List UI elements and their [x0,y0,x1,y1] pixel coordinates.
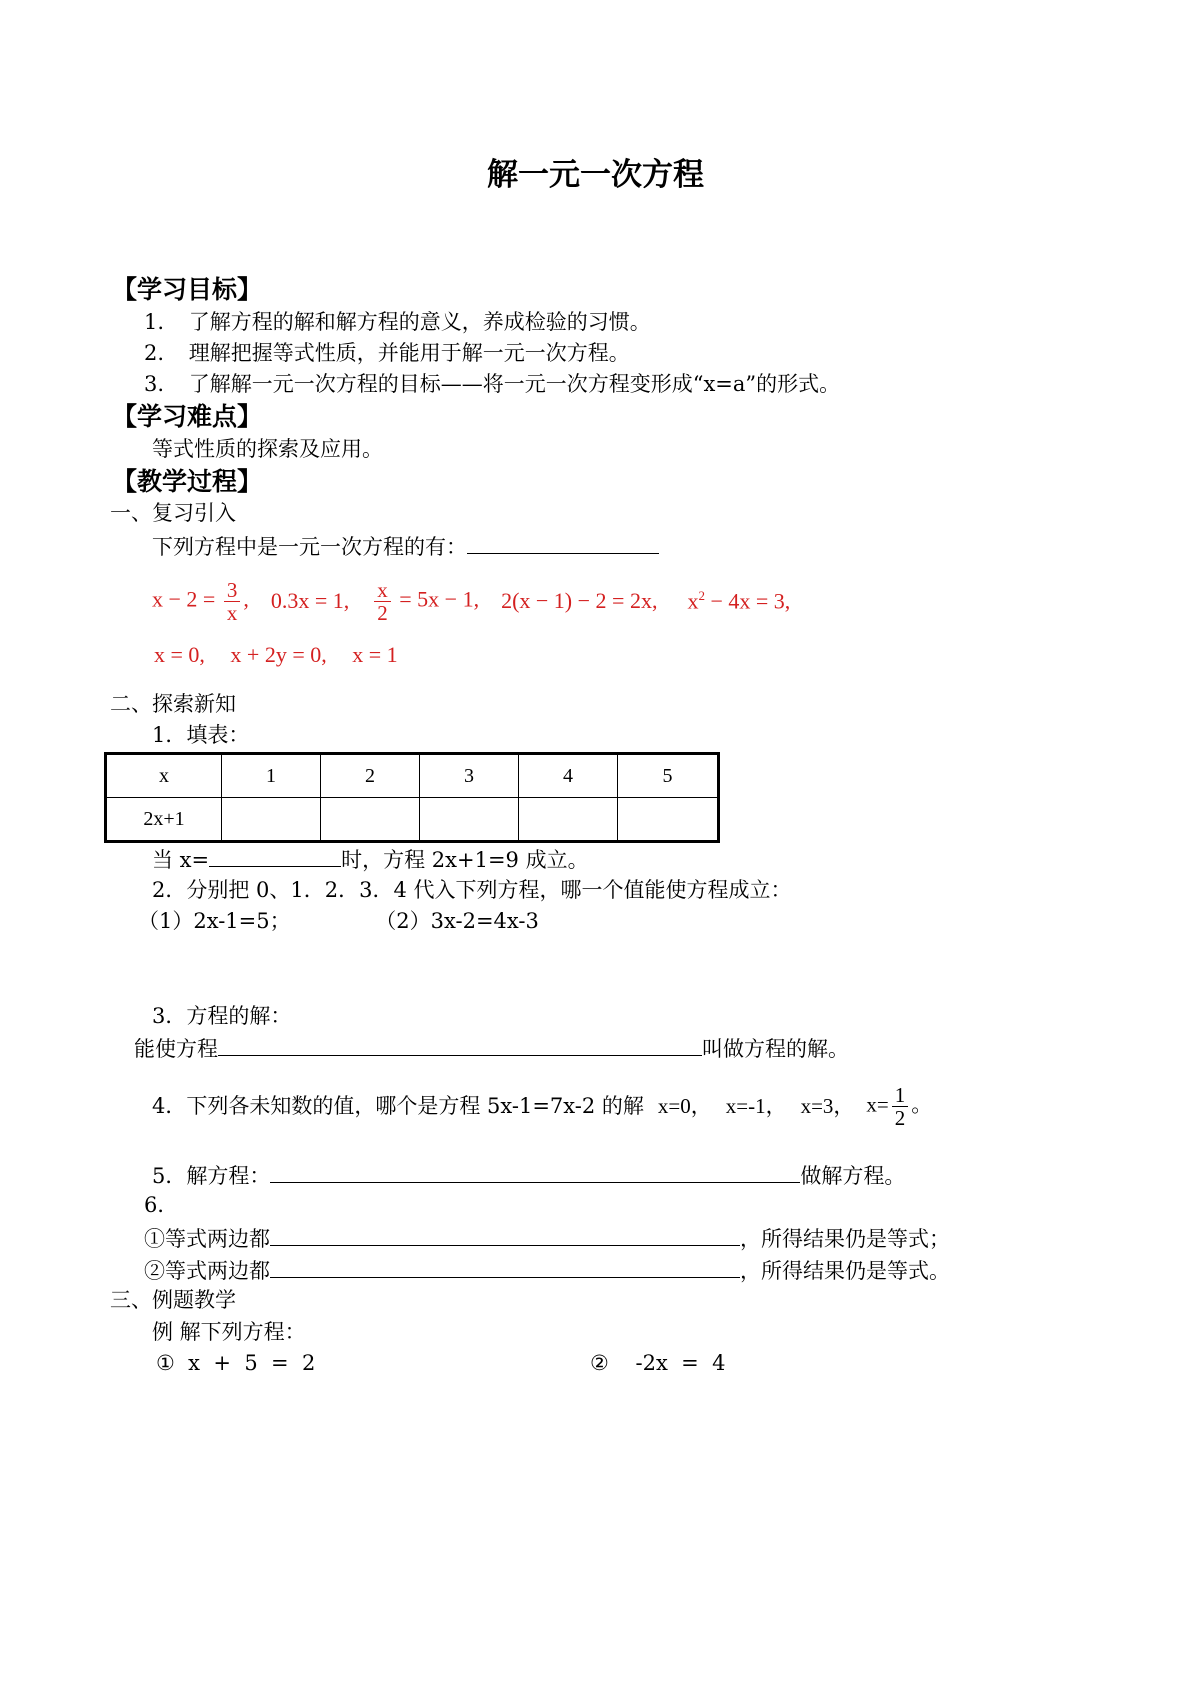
definition-blank[interactable] [218,1035,702,1056]
q2-text: 2．分别把 0、1．2．3．4 代入下列方程，哪一个值能使方程成立： [152,878,792,902]
equation-3 [371,579,479,624]
fraction-numerator: x [374,579,391,602]
q2-equation-1: （1）2x-1=5； [138,909,291,933]
fraction-denominator: 2 [377,601,388,626]
q5-end: 做解方程。 [800,1164,906,1188]
q4-fraction [892,1084,909,1129]
equation-row-2 [154,642,398,668]
answer-blank[interactable] [467,533,659,554]
section2-title: 二、探索新知 [110,692,236,716]
q1-label: 1．填表： [152,723,250,747]
equation-3-fraction [374,579,391,624]
q6-label: 6． [144,1193,179,1217]
q1-sentence-start: 当 x= [152,848,210,872]
page-title: 解一元一次方程 [487,157,704,193]
table-input-cell[interactable] [321,798,420,842]
q5-line [152,1162,905,1189]
q3-sentence-start: 能使方程 [134,1037,218,1061]
q6-item-start: ②等式两边都 [144,1259,270,1283]
q3-label: 3．方程的解： [152,1004,292,1028]
objective-item-2 [144,341,630,366]
table-input-cell[interactable] [519,798,618,842]
review-question [152,533,659,560]
equation-1-fraction [224,579,241,624]
equation-5-exponent: 2 [698,588,705,604]
q1-sentence [152,846,589,873]
equation-5-base: x [687,588,699,614]
objective-text: 理解把握等式性质，并能用于解一元一次方程。 [188,341,630,365]
q5-start: 5．解方程： [152,1164,271,1188]
table-cell: 5 [618,754,719,798]
table-cell: x [106,754,222,798]
table-input-cell[interactable] [420,798,519,842]
difficulty-heading: 【学习难点】 [112,402,263,431]
table-cell: 1 [222,754,321,798]
objective-item-1 [144,310,651,335]
example-equation-1: ① x + 5 = 2 [156,1351,316,1375]
q3-sentence [134,1035,849,1062]
q4-text: 4．下列各未知数的值，哪个是方程 5x-1=7x-2 的解 [152,1093,644,1118]
objective-number: 2. [144,341,165,365]
q4-end-mark: 。 [911,1092,933,1117]
q6-blank[interactable] [270,1225,740,1246]
objective-number: 3. [144,372,165,396]
process-heading: 【教学过程】 [112,467,263,496]
review-question-text: 下列方程中是一元一次方程的有： [152,535,467,559]
equation-1-left: x − 2 = [152,586,216,612]
section3-title: 三、例题教学 [110,1288,236,1312]
q6-item-1 [144,1225,950,1252]
section1-title: 一、复习引入 [110,501,236,525]
objective-item-3 [144,372,840,397]
equation-1 [152,579,249,624]
difficulty-text: 等式性质的探索及应用。 [152,437,383,461]
equation-1-comma: , [243,586,249,612]
q6-item-end: ，所得结果仍是等式。 [740,1259,950,1283]
fraction-numerator: 1 [892,1084,909,1107]
equation-8: x = 1 [352,642,398,667]
fraction-denominator: 2 [894,1106,906,1131]
q6-item-start: ①等式两边都 [144,1227,270,1251]
example-label: 例 解下列方程： [152,1320,306,1344]
q2-equations [138,909,539,934]
q4-value-4-prefix: x= [866,1092,889,1117]
example-equation-2: ② -2x = 4 [590,1351,726,1375]
equation-6: x = 0, [154,642,205,667]
equation-4: 2(x − 1) − 2 = 2x, [501,588,658,614]
equation-3-right: = 5x − 1, [399,586,480,612]
fill-table [104,752,720,843]
q4-line [152,1084,932,1129]
q1-sentence-end: 时，方程 2x+1=9 成立。 [341,848,589,872]
equation-row-1 [152,579,790,624]
table-input-cell[interactable] [618,798,719,842]
objective-number: 1. [144,310,165,334]
table-cell: 4 [519,754,618,798]
q3-sentence-end: 叫做方程的解。 [702,1037,849,1061]
equation-2: 0.3x = 1, [270,588,350,614]
q6-item-end: ，所得结果仍是等式； [740,1227,950,1251]
q4-value-2: x=-1， [725,1093,787,1118]
table-cell: 2 [321,754,420,798]
q4-value-3: x=3， [800,1093,855,1118]
fraction-numerator: 3 [224,579,241,602]
q2-equation-2: （2）3x-2=4x-3 [375,909,539,933]
equation-5-rest: − 4x = 3, [704,588,791,614]
equation-5 [687,588,790,615]
fraction-denominator: x [226,601,238,626]
table-cell: 3 [420,754,519,798]
objectives-heading: 【学习目标】 [112,275,263,304]
q4-value-1: x=0， [657,1093,712,1118]
table-row [106,754,719,798]
objective-text: 了解方程的解和解方程的意义，养成检验的习惯。 [188,310,651,334]
q4-value-4 [866,1084,932,1129]
table-input-cell[interactable] [222,798,321,842]
table-cell: 2x+1 [106,798,222,842]
x-value-blank[interactable] [209,846,341,867]
q5-blank[interactable] [270,1162,800,1183]
q6-blank[interactable] [270,1257,740,1278]
q6-item-2 [144,1257,950,1284]
objective-text: 了解解一元一次方程的目标——将一元一次方程变形成“x=a”的形式。 [188,372,841,396]
equation-7: x + 2y = 0, [230,642,327,667]
table-row [106,798,719,842]
